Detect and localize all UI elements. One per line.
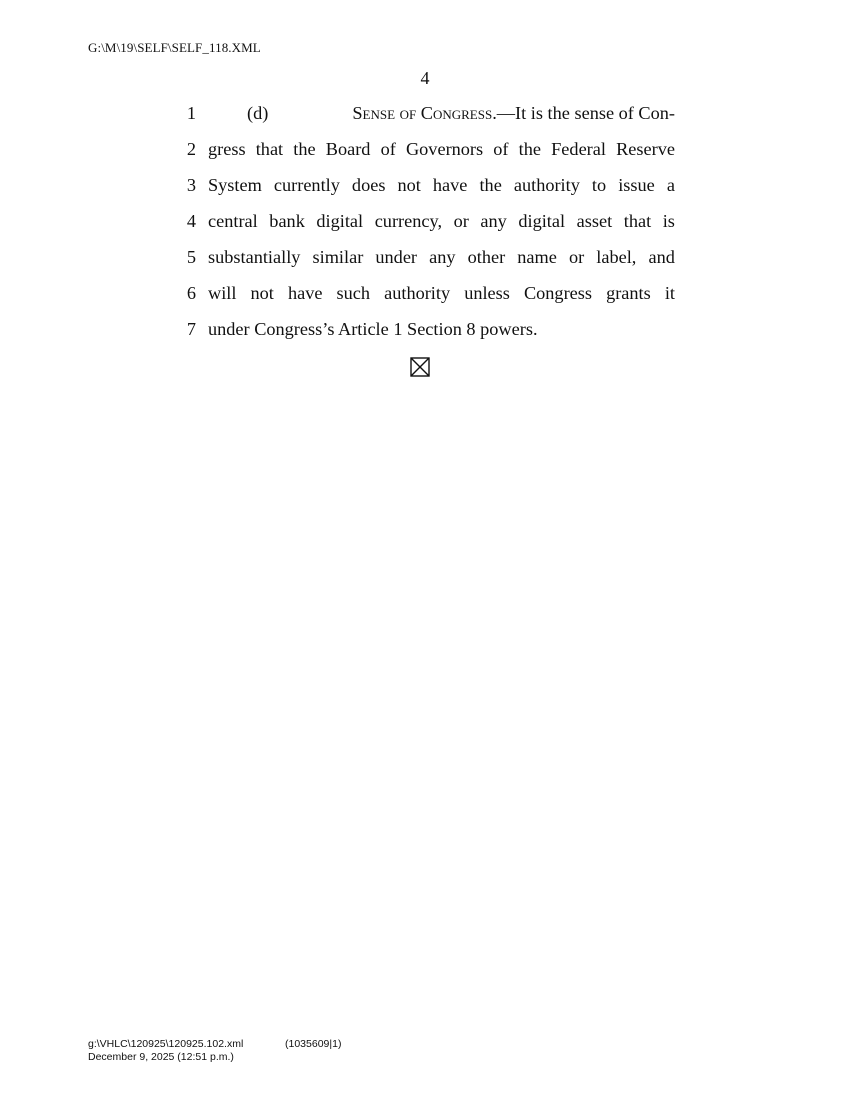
line-number: 2 xyxy=(186,139,196,159)
bill-line xyxy=(180,280,680,316)
footer-file-path: g:\VHLC\120925\120925.102.xml xyxy=(88,1038,244,1050)
file-path: G:\M\19\SELF\SELF_118.XML xyxy=(88,40,261,55)
line-number: 7 xyxy=(186,319,196,339)
footer xyxy=(88,1038,341,1064)
footer-date: December 9, 2025 (12:51 p.m.) xyxy=(88,1051,234,1063)
bill-line xyxy=(180,316,680,352)
section-heading-suffix: .—It is the sense of Con- xyxy=(492,103,675,123)
bill-line xyxy=(180,172,680,208)
line-number: 3 xyxy=(186,175,196,195)
footer-doc-id: (1035609|1) xyxy=(285,1038,342,1050)
bill-line xyxy=(180,136,680,172)
footer-row xyxy=(88,1038,341,1051)
bill-line xyxy=(180,100,680,136)
line-number: 5 xyxy=(186,247,196,267)
page-number: 4 xyxy=(420,68,430,88)
line-text: central bank digital currency, or any digital asset that is xyxy=(208,211,675,231)
line-number: 1 xyxy=(186,103,196,123)
end-of-bill-mark-icon xyxy=(410,357,430,377)
line-text: under Congress’s Article 1 Section 8 powers. xyxy=(208,319,538,339)
bill-line xyxy=(180,208,680,244)
section-heading: Sense of Congress xyxy=(352,103,493,123)
section-label: (d) xyxy=(247,103,269,123)
bill-text xyxy=(180,100,680,352)
line-text xyxy=(247,100,675,126)
line-number: 4 xyxy=(186,211,196,231)
line-number: 6 xyxy=(186,283,196,303)
line-text: substantially similar under any other name or label, and xyxy=(208,247,675,267)
line-text: will not have such authority unless Congress grants it xyxy=(208,283,675,303)
line-text: System currently does not have the authority to issue a xyxy=(208,175,675,195)
line-text: gress that the Board of Governors of the Federal Reserve xyxy=(208,139,675,159)
section-heading-text xyxy=(352,100,675,126)
bill-line xyxy=(180,244,680,280)
